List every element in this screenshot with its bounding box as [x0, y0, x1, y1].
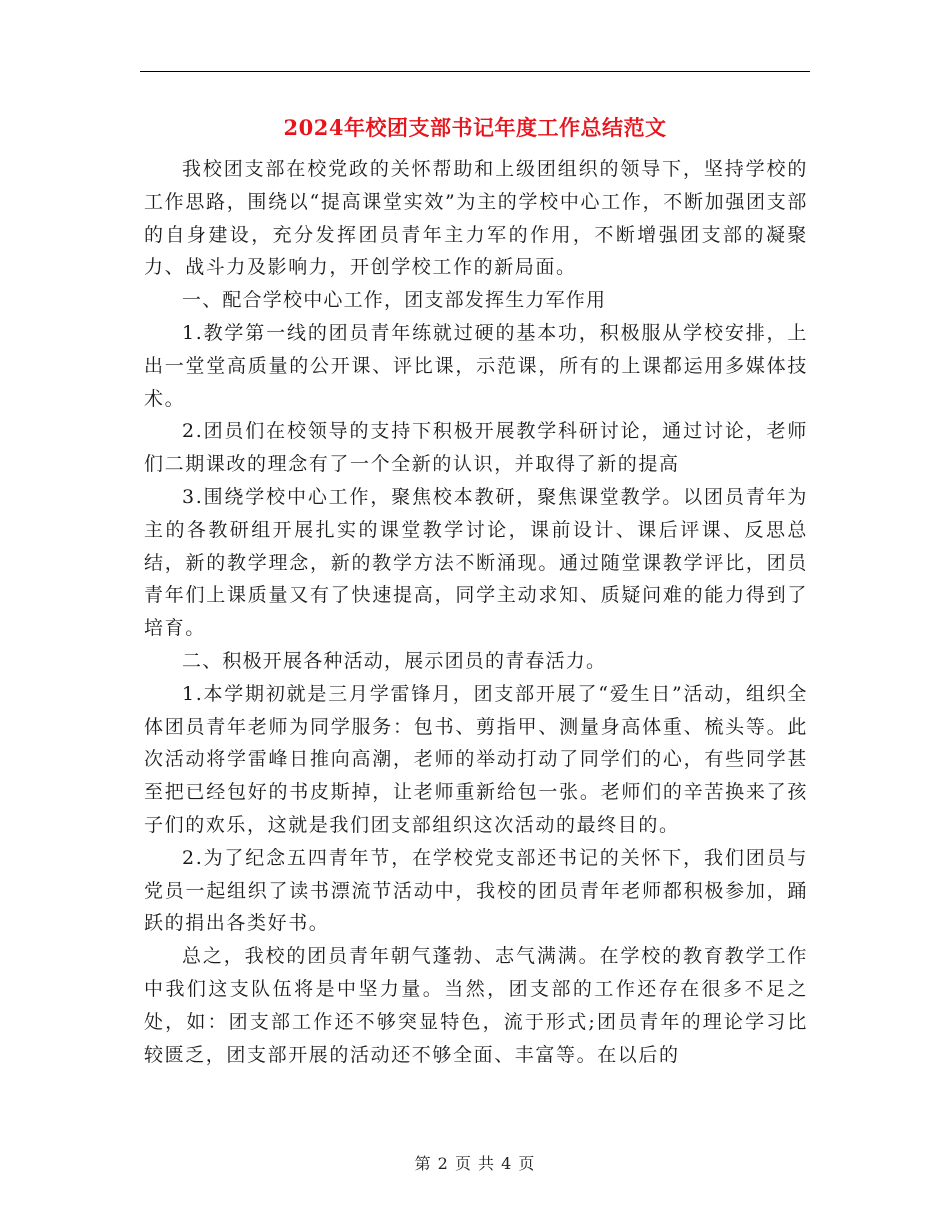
document-body — [144, 153, 808, 1071]
paragraph-conclusion: 总之，我校的团员青年朝气蓬勃、志气满满。在学校的教育教学工作中我们这支队伍将是中坚力量。当然，团支部的工作还存在很多不足之处，如：团支部工作还不够突显特色，流于形式;团员青年的理论学习比较匮乏，团支部开展的活动还不够全面、丰富等。在以后的 — [144, 945, 808, 1066]
document-title: 2024年校团支部书记年度工作总结范文 — [283, 115, 667, 140]
paragraph-1-1: 1.教学第一线的团员青年练就过硬的基本功，积极服从学校安排，上出一堂堂高质量的公开课、评比课，示范课，所有的上课都运用多媒体技术。 — [144, 321, 808, 410]
paragraph-1-3: 3.围绕学校中心工作，聚焦校本教研，聚焦课堂教学。以团员青年为主的各教研组开展扎实的课堂教学讨论，课前设计、课后评课、反思总结，新的教学理念，新的教学方法不断涌现。通过随堂课教学评比，团员青年们上课质量又有了快速提高，同学主动求知、质疑问难的能力得到了培育。 — [144, 485, 808, 640]
paragraph-1-2: 2.团员们在校领导的支持下积极开展教学科研讨论，通过讨论，老师们二期课改的理念有了一个全新的认识，并取得了新的提高 — [144, 420, 808, 476]
paragraph-2-2: 2.为了纪念五四青年节，在学校党支部还书记的关怀下，我们团员与党员一起组织了读书漂流节活动中，我校的团员青年老师都积极参加，踊跃的捐出各类好书。 — [144, 846, 808, 935]
header-rule — [140, 71, 810, 72]
section-heading-2: 二、积极开展各种活动，展示团员的青春活力。 — [182, 649, 607, 672]
paragraph-2-1: 1.本学期初就是三月学雷锋月，团支部开展了“爱生日”活动，组织全体团员青年老师为同学服务：包书、剪指甲、测量身高体重、梳头等。此次活动将学雷峰日推向高潮，老师的举动打动了同学们的心，有些同学甚至把已经包好的书皮斯掉，让老师重新给包一张。老师们的辛苦换来了孩子们的欢乐，这就是我们团支部组织这次活动的最终目的。 — [144, 682, 808, 836]
section-heading-1: 一、配合学校中心工作，团支部发挥生力军作用 — [182, 289, 607, 312]
paragraph-intro: 我校团支部在校党政的关怀帮助和上级团组织的领导下，坚持学校的工作思路，围绕以“提高课堂实效”为主的学校中心工作，不断加强团支部的自身建设，充分发挥团员青年主力军的作用，不断增强团支部的凝聚力、战斗力及影响力，开创学校工作的新局面。 — [144, 158, 808, 279]
page-number-footer: 第 2 页 共 4 页 — [414, 1154, 536, 1173]
